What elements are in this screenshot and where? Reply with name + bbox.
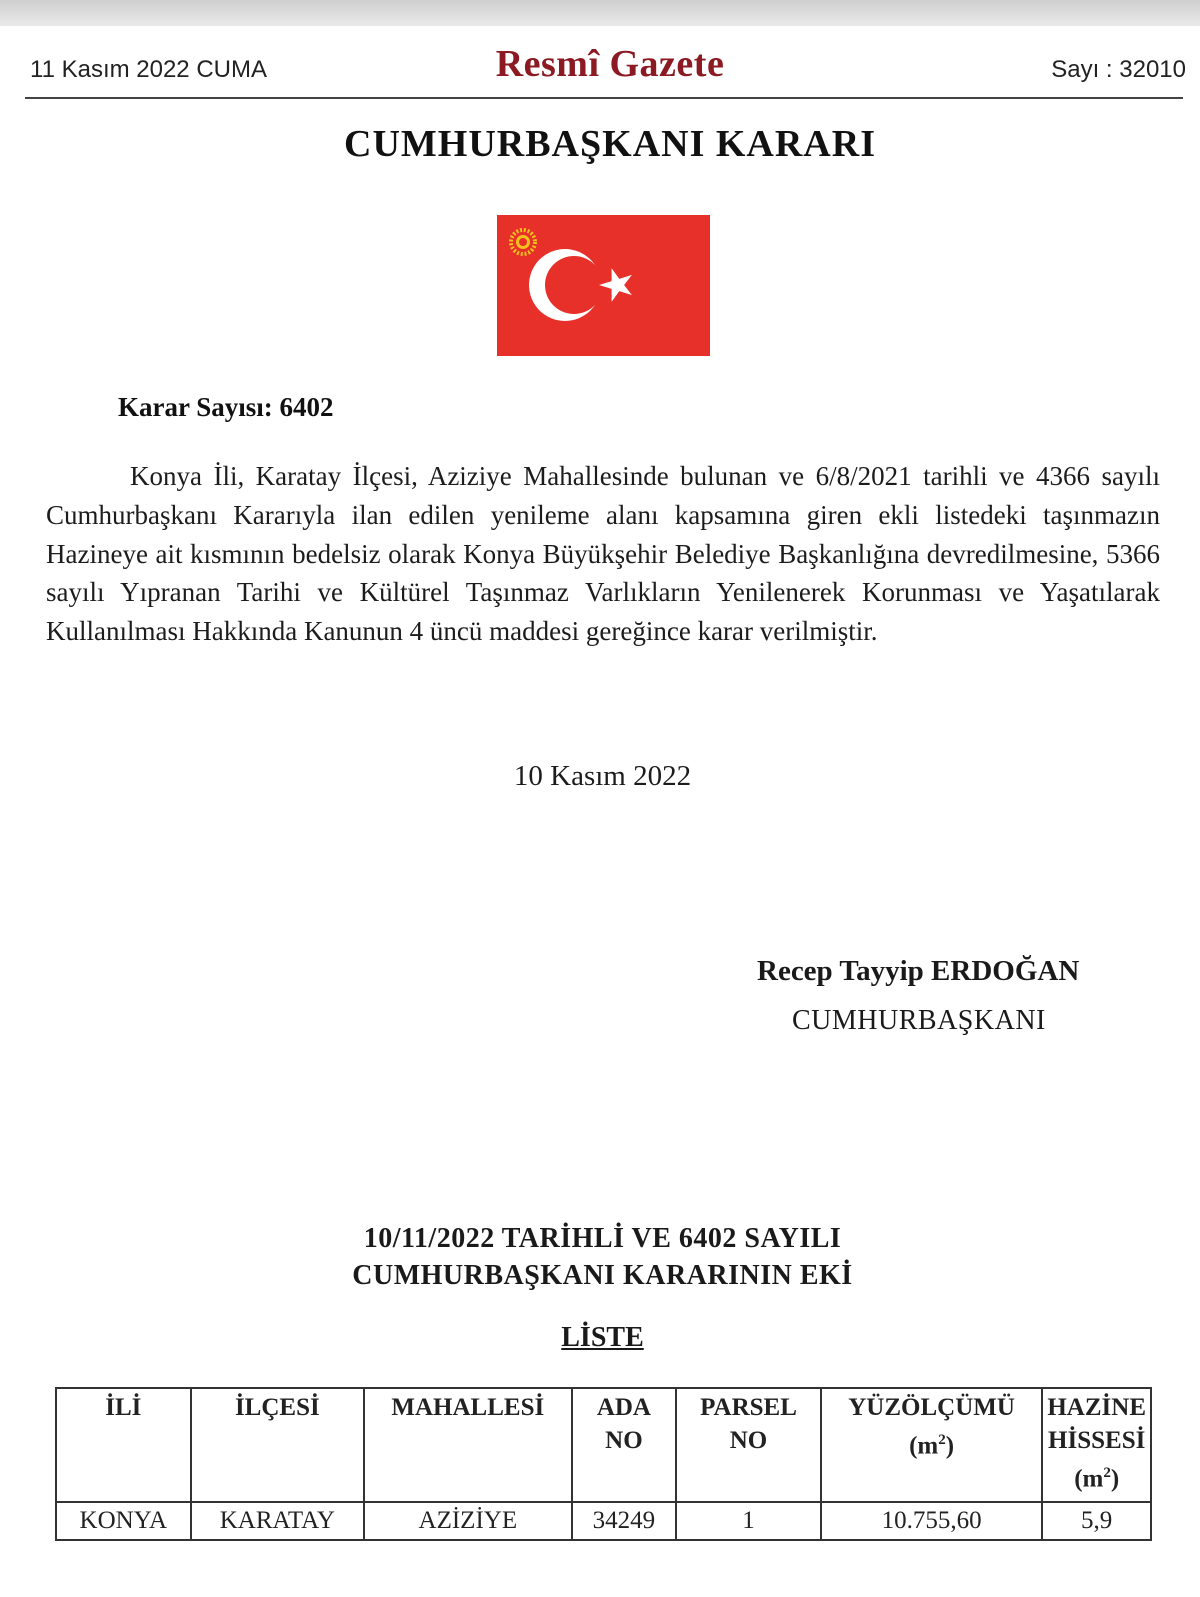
issue-number: Sayı : 32010 [1051,56,1186,83]
header-divider [25,97,1183,99]
signatory-title: CUMHURBAŞKANI [792,1005,1046,1036]
annex-title-line-1: 10/11/2022 TARİHLİ VE 6402 SAYILI [363,1223,842,1254]
list-title: LİSTE [561,1322,644,1353]
table-row [56,1502,1151,1540]
header-parsel-no: PARSEL NO [676,1388,821,1502]
annex-title [0,1220,1200,1294]
header-yuzolcumu: YÜZÖLÇÜMÜ $(m^2)$ [821,1388,1043,1502]
gazette-title: Resmî Gazete [495,43,725,85]
cell-yuzolcumu: 10.755,60 [821,1502,1043,1540]
header-hazine-hissesi: HAZİNE HİSSESİ $(m^2)$ [1042,1388,1151,1502]
turkish-flag-icon [497,215,710,356]
parcel-table [55,1387,1152,1541]
decision-body-paragraph: Konya İli, Karatay İlçesi, Aziziye Mahallesinde bulunan ve 6/8/2021 tarihli ve 4366 sayılı Cumhurbaşkanı Kararıyla ilan edilen yenileme alanı kapsamına giren ekli listedeki taşınmazın Hazineye ait kısmının bedelsiz olarak Konya Büyükşehir Belediye Başkanlığına devredilmesine, 5366 sayılı Yıpranan Tarihi ve Kültürel Taşınmaz Varlıkların Yenilenerek Korunması ve Yaşatılarak Kullanılması Hakkında Kanunun 4 üncü maddesi gereğince karar verilmiştir. [46,461,1160,647]
decision-date: 10 Kasım 2022 [513,760,692,792]
annex-title-line-2: CUMHURBAŞKANI KARARININ EKİ [352,1260,853,1291]
header-date: 11 Kasım 2022 CUMA [30,56,267,83]
cell-ilce: KARATAY [191,1502,364,1540]
gazette-header [0,40,1200,92]
cell-il: KONYA [56,1502,191,1540]
table-header-row [56,1388,1151,1502]
cell-mahalle: AZİZİYE [364,1502,572,1540]
signatory-name: Recep Tayyip ERDOĞAN [757,955,1080,987]
decision-number: Karar Sayısı: 6402 [118,392,334,422]
header-mahalle: MAHALLESİ [364,1388,572,1502]
header-ada-no: ADA NO [572,1388,677,1502]
top-gray-bar [0,0,1200,26]
header-ilce: İLÇESİ [191,1388,364,1502]
document-title: CUMHURBAŞKANI KARARI [344,123,876,165]
cell-parsel: 1 [676,1502,821,1540]
cell-hazine-hissesi: 5,9 [1042,1502,1151,1540]
header-il: İLİ [56,1388,191,1502]
cell-ada: 34249 [572,1502,677,1540]
